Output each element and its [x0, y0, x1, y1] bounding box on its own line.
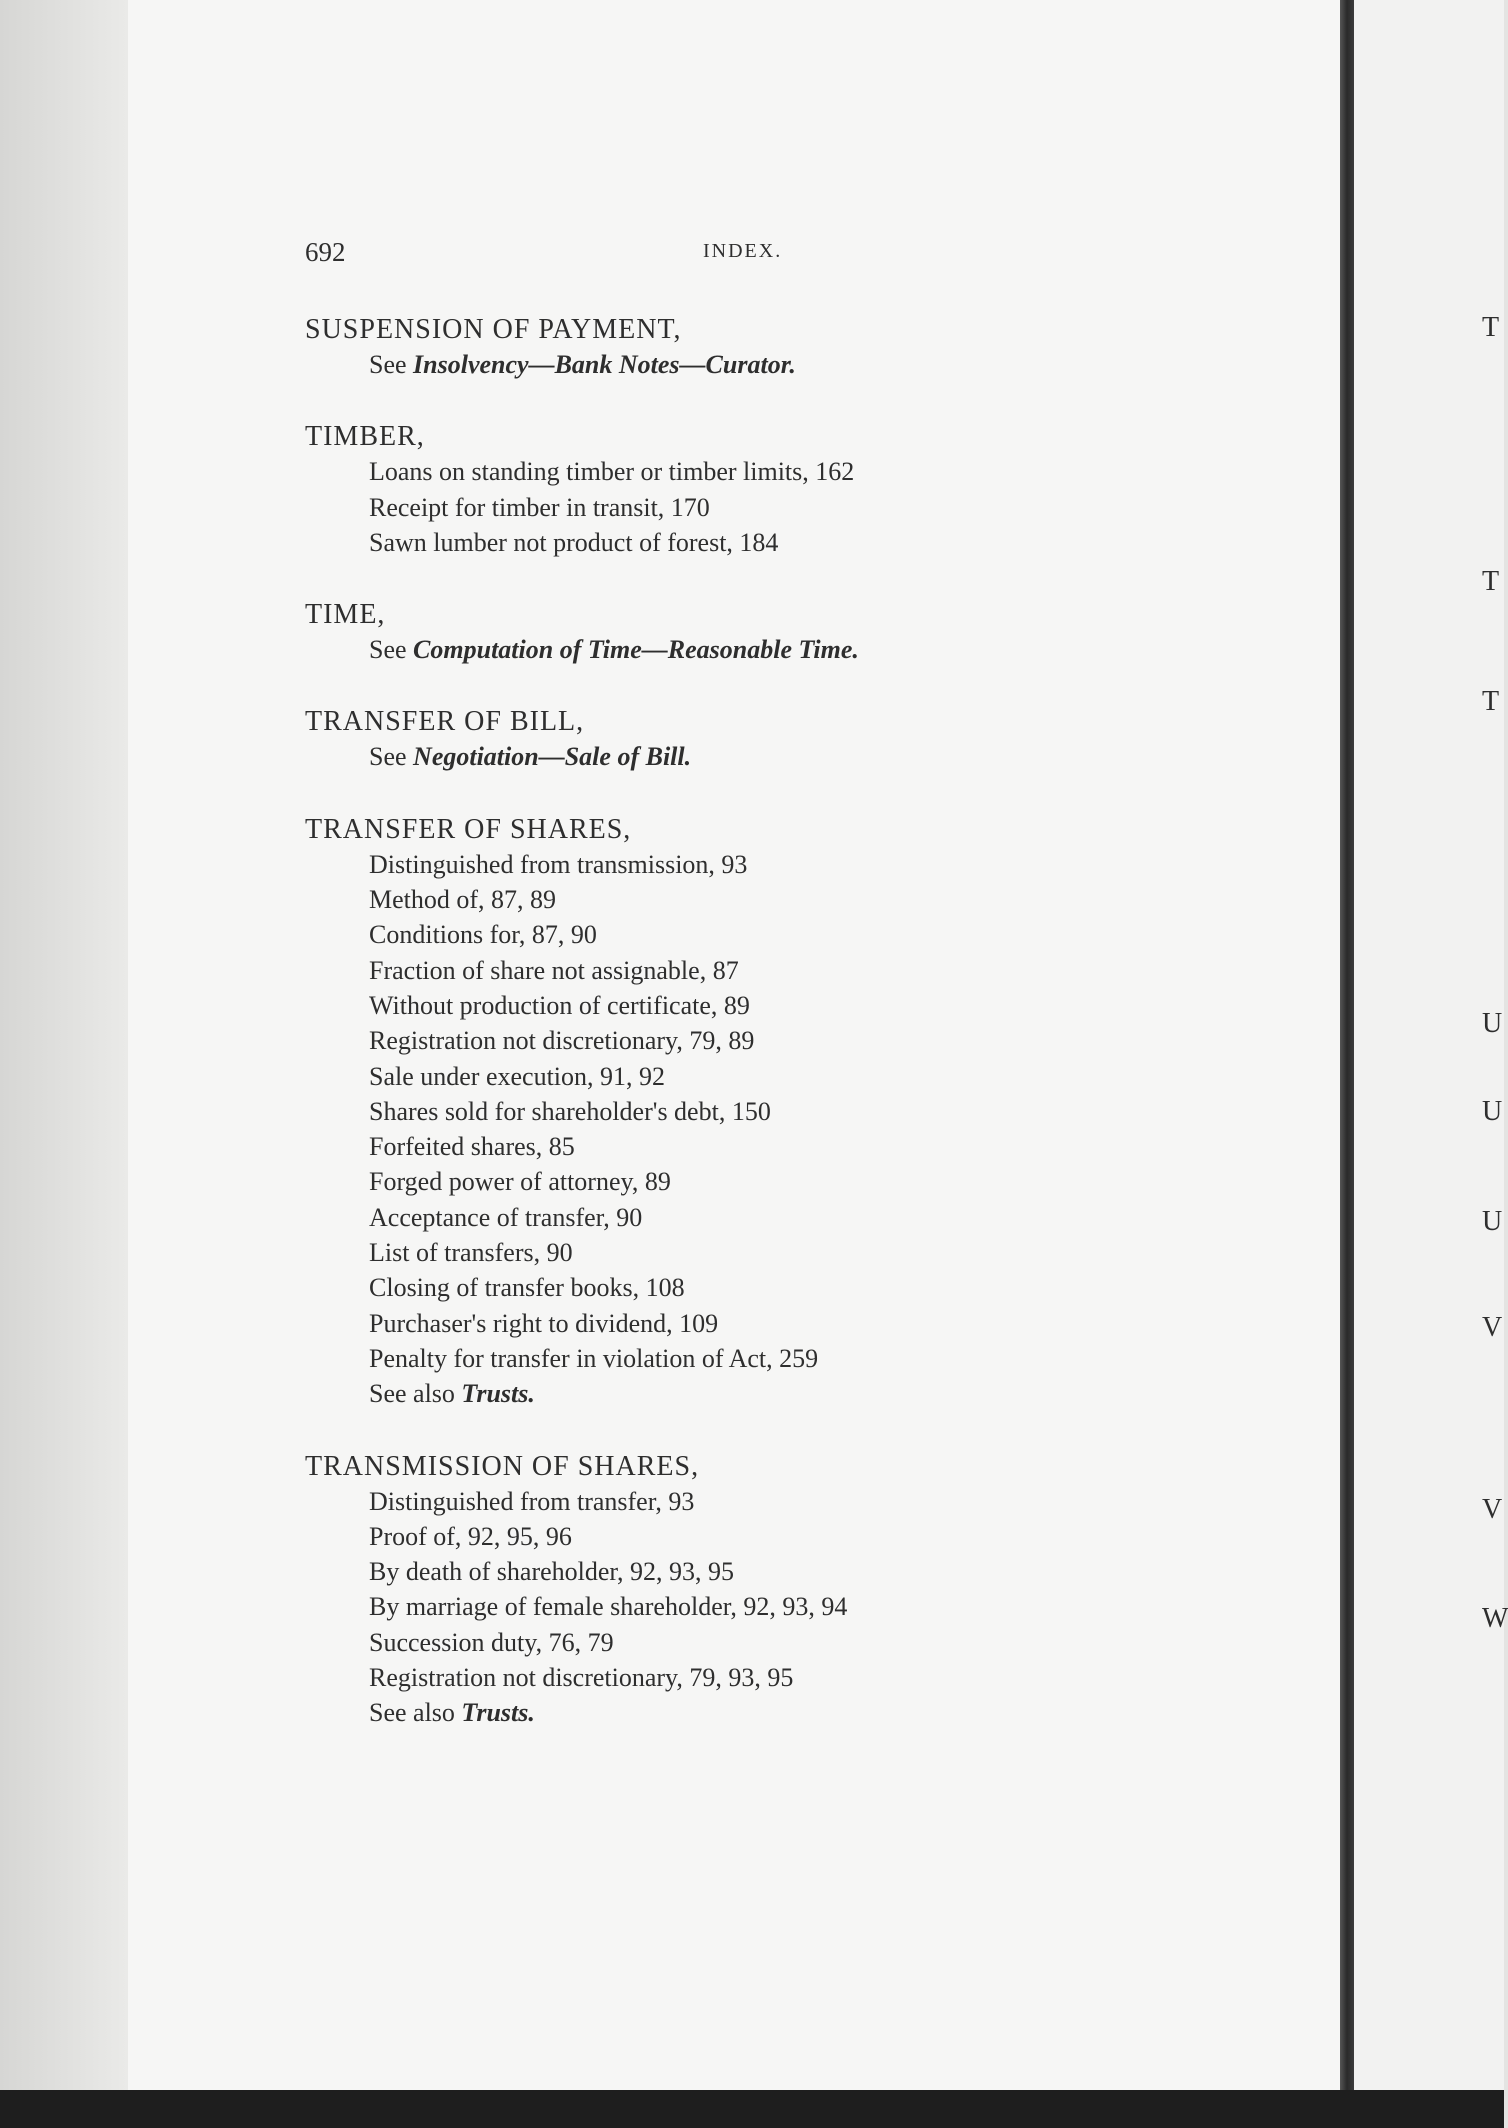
index-entry — [305, 419, 1105, 560]
index-entry — [305, 812, 1105, 1412]
running-head — [305, 237, 1205, 273]
see-prefix: See — [369, 742, 414, 772]
index-subentry: Registration not discretionary, 79, 89 — [369, 1026, 755, 1056]
see-prefix: See also — [369, 1698, 462, 1728]
index-subentry: By death of shareholder, 92, 93, 95 — [369, 1557, 735, 1587]
index-heading: SUSPENSION OF PAYMENT, — [305, 314, 682, 345]
index-subentry: Registration not discretionary, 79, 93, 95 — [369, 1663, 794, 1693]
index-subentry: Without production of certificate, 89 — [369, 990, 750, 1020]
index-subentry: Distinguished from transmission, 93 — [369, 849, 748, 879]
index-heading: TIMBER, — [305, 421, 425, 453]
cross-reference: Trusts. — [461, 1379, 535, 1409]
facing-page-letter: V — [1482, 1312, 1503, 1343]
index-subentry — [305, 739, 1105, 774]
index-entry — [305, 312, 1105, 382]
facing-page-letter: V — [1482, 1494, 1503, 1525]
cross-reference: Trusts. — [461, 1698, 535, 1728]
running-title: INDEX. — [703, 240, 783, 262]
facing-page-letter: W — [1482, 1603, 1508, 1634]
cross-reference: Insolvency—Bank Notes—Curator. — [413, 350, 796, 379]
facing-page-letter: U — [1482, 1096, 1503, 1127]
index-subentry: Penalty for transfer in violation of Act, 259 — [369, 1343, 819, 1373]
index-subentry: Purchaser's right to dividend, 109 — [369, 1308, 719, 1338]
index-subentry: Receipt for timber in transit, 170 — [369, 492, 710, 522]
index-subentry: Loans on standing timber or timber limits, 162 — [369, 457, 855, 487]
index-subentry: Acceptance of transfer, 90 — [369, 1202, 643, 1232]
book-gutter — [1340, 0, 1354, 2095]
index-subentry: Distinguished from transfer, 93 — [369, 1486, 695, 1516]
index-subentry: List of transfers, 90 — [369, 1238, 573, 1268]
index-subentry: Shares sold for shareholder's debt, 150 — [369, 1096, 771, 1126]
index-subentry: Sale under execution, 91, 92 — [369, 1061, 666, 1091]
index-subentry: Forged power of attorney, 89 — [369, 1167, 671, 1197]
index-heading: TIME, — [305, 599, 386, 631]
index-subentry — [305, 1376, 1105, 1411]
index-subentry: Method of, 87, 89 — [369, 885, 557, 915]
see-prefix: See — [369, 635, 414, 665]
index-subentry — [305, 632, 1105, 667]
facing-page-letter: T — [1482, 312, 1500, 343]
facing-page-letter: U — [1482, 1206, 1503, 1237]
index-subentry — [305, 347, 1105, 382]
index-subentry: Closing of transfer books, 108 — [369, 1273, 685, 1303]
index-entry — [305, 704, 1105, 774]
see-prefix: See also — [369, 1379, 462, 1409]
see-prefix: See — [369, 350, 414, 379]
index-subentry: Fraction of share not assignable, 87 — [369, 955, 739, 985]
index-subentry: Succession duty, 76, 79 — [369, 1627, 614, 1657]
facing-page-letter: T — [1482, 686, 1500, 717]
index-heading: TRANSFER OF BILL, — [305, 706, 585, 738]
index-heading: TRANSMISSION OF SHARES, — [305, 1450, 700, 1482]
index-subentry: Sawn lumber not product of forest, 184 — [369, 527, 779, 557]
index-entry — [305, 1449, 1105, 1731]
index-subentry: By marriage of female shareholder, 92, 93, 94 — [369, 1592, 848, 1622]
left-margin — [0, 0, 128, 2128]
page-number: 692 — [305, 237, 346, 267]
scan-bottom-edge — [0, 2090, 1504, 2128]
facing-page-letter: T — [1482, 566, 1500, 597]
index-body — [305, 312, 1105, 1768]
facing-page-letter: U — [1482, 1008, 1503, 1039]
index-entry — [305, 597, 1105, 667]
index-subentry: Forfeited shares, 85 — [369, 1132, 575, 1162]
cross-reference: Computation of Time—Reasonable Time. — [413, 635, 859, 665]
index-heading: TRANSFER OF SHARES, — [305, 813, 632, 845]
index-subentry: Conditions for, 87, 90 — [369, 920, 597, 950]
index-subentry: Proof of, 92, 95, 96 — [369, 1521, 572, 1551]
index-subentry — [305, 1695, 1105, 1730]
cross-reference: Negotiation—Sale of Bill. — [413, 742, 692, 772]
